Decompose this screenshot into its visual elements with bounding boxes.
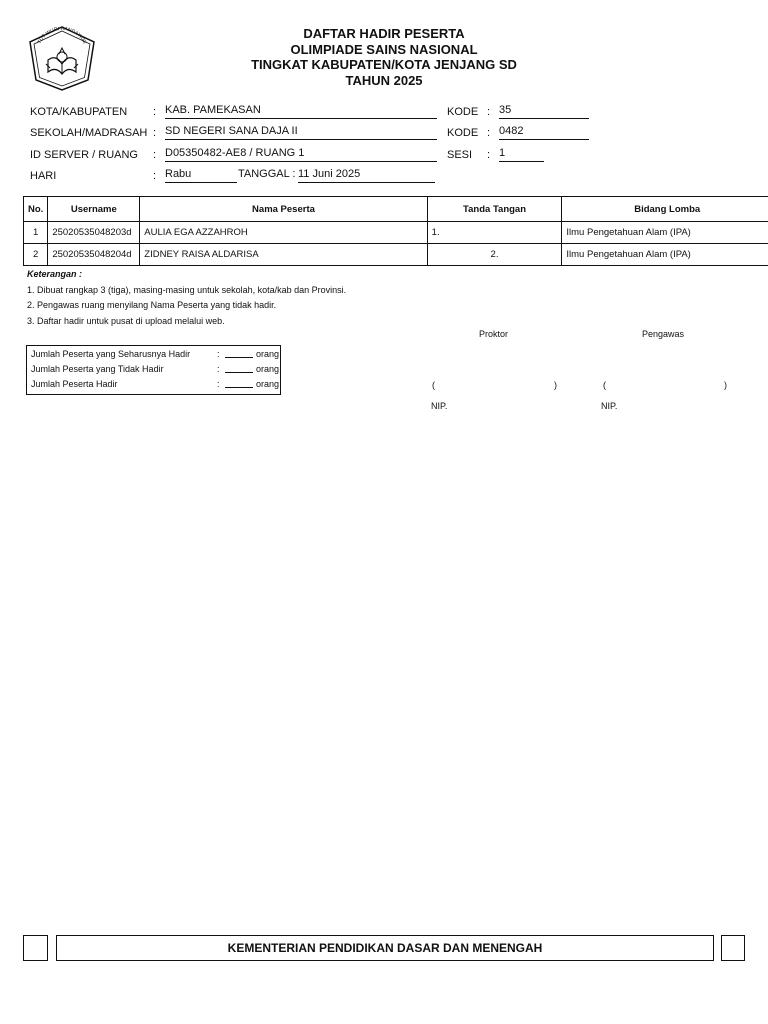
footer-title: KEMENTERIAN PENDIDIKAN DASAR DAN MENENGAH [56, 935, 714, 961]
colon: : [153, 127, 157, 139]
summary-row [31, 364, 280, 374]
hari-label: HARI [30, 170, 57, 182]
document-header [130, 26, 638, 88]
header-no: No. [24, 197, 48, 222]
summary-unit: orang [256, 379, 280, 389]
notes-section [27, 267, 346, 329]
note-item: 2. Pengawas ruang menyilang Nama Peserta yang tidak hadir. [27, 300, 277, 310]
footer-right-box [721, 935, 745, 961]
pengawas-label: Pengawas [642, 329, 685, 339]
attendance-table [23, 196, 768, 266]
attendance-summary-box [26, 345, 281, 395]
header-username: Username [48, 197, 140, 222]
proktor-label: Proktor [479, 329, 509, 339]
pengawas-open-paren: ( [603, 380, 606, 390]
colon: : [153, 106, 157, 118]
title-line-1: DAFTAR HADIR PESERTA [303, 26, 465, 41]
kode-label: KODE [447, 127, 479, 139]
header-bidang-lomba: Bidang Lomba [562, 197, 768, 222]
summary-blank-line [225, 372, 253, 373]
kota-value: KAB. PAMEKASAN [165, 104, 437, 119]
colon: : [487, 149, 491, 161]
colon: : [487, 106, 491, 118]
title-line-2: OLIMPIADE SAINS NASIONAL [290, 41, 478, 57]
colon: : [487, 127, 491, 139]
kode-value: 35 [499, 104, 589, 119]
logo-motto: TUT WURI HANDAYANI [36, 25, 88, 45]
colon: : [217, 379, 220, 389]
server-label: ID SERVER / RUANG [30, 149, 138, 161]
summary-row [31, 349, 280, 359]
cell-no: 2 [24, 244, 48, 266]
summary-label: Jumlah Peserta yang Seharusnya Hadir [31, 349, 191, 359]
kode-value: 0482 [499, 125, 589, 140]
footer-left-box [23, 935, 48, 961]
table-row [24, 222, 768, 244]
hari-value: Rabu [165, 168, 237, 183]
summary-blank-line [225, 357, 253, 358]
summary-label: Jumlah Peserta Hadir [31, 379, 118, 389]
kota-label: KOTA/KABUPATEN [30, 106, 128, 118]
cell-bidang: Ilmu Pengetahuan Alam (IPA) [562, 222, 768, 244]
sekolah-label: SEKOLAH/MADRASAH [30, 127, 148, 139]
cell-bidang: Ilmu Pengetahuan Alam (IPA) [562, 244, 768, 266]
tanggal-label: TANGGAL : [238, 168, 296, 180]
tanggal-value: 11 Juni 2025 [298, 168, 435, 183]
sesi-value: 1 [499, 147, 544, 162]
colon: : [153, 170, 157, 182]
cell-signature: 2. [427, 244, 562, 266]
note-item: 1. Dibuat rangkap 3 (tiga), masing-masing untuk sekolah, kota/kab dan Provinsi. [27, 284, 347, 295]
notes-title: Keterangan : [27, 269, 83, 279]
pengawas-nip-label: NIP. [601, 401, 618, 411]
server-value: D05350482-AE8 / RUANG 1 [165, 147, 437, 162]
summary-blank-line [225, 387, 253, 388]
colon: : [217, 364, 220, 374]
header-nama-peserta: Nama Peserta [140, 197, 427, 222]
header-tanda-tangan: Tanda Tangan [427, 197, 562, 222]
cell-nama: AULIA EGA AZZAHROH [140, 222, 427, 244]
note-item: 3. Daftar hadir untuk pusat di upload melalui web. [27, 315, 225, 326]
cell-signature: 1. [427, 222, 562, 244]
cell-username: 25020535048203d [48, 222, 140, 244]
summary-row [31, 379, 280, 389]
cell-username: 25020535048204d [48, 244, 140, 266]
table-row [24, 244, 768, 266]
sekolah-value: SD NEGERI SANA DAJA II [165, 125, 437, 140]
kode-label: KODE [447, 106, 479, 118]
cell-nama: ZIDNEY RAISA ALDARISA [140, 244, 427, 266]
pengawas-close-paren: ) [724, 380, 727, 390]
summary-unit: orang [256, 364, 280, 374]
title-line-4: TAHUN 2025 [345, 72, 423, 88]
colon: : [153, 149, 157, 161]
proktor-nip-label: NIP. [431, 401, 448, 411]
table-header-row [24, 197, 768, 222]
cell-no: 1 [24, 222, 48, 244]
title-line-3: TINGKAT KABUPATEN/KOTA JENJANG SD [251, 57, 517, 72]
tut-wuri-handayani-logo [26, 24, 98, 92]
proktor-open-paren: ( [432, 380, 435, 390]
sesi-label: SESI [447, 149, 473, 161]
summary-label: Jumlah Peserta yang Tidak Hadir [31, 364, 164, 374]
svg-text:TUT WURI HANDAYANI [37, 26, 88, 45]
proktor-close-paren: ) [554, 380, 557, 390]
colon: : [217, 349, 220, 359]
summary-unit: orang [256, 349, 280, 359]
